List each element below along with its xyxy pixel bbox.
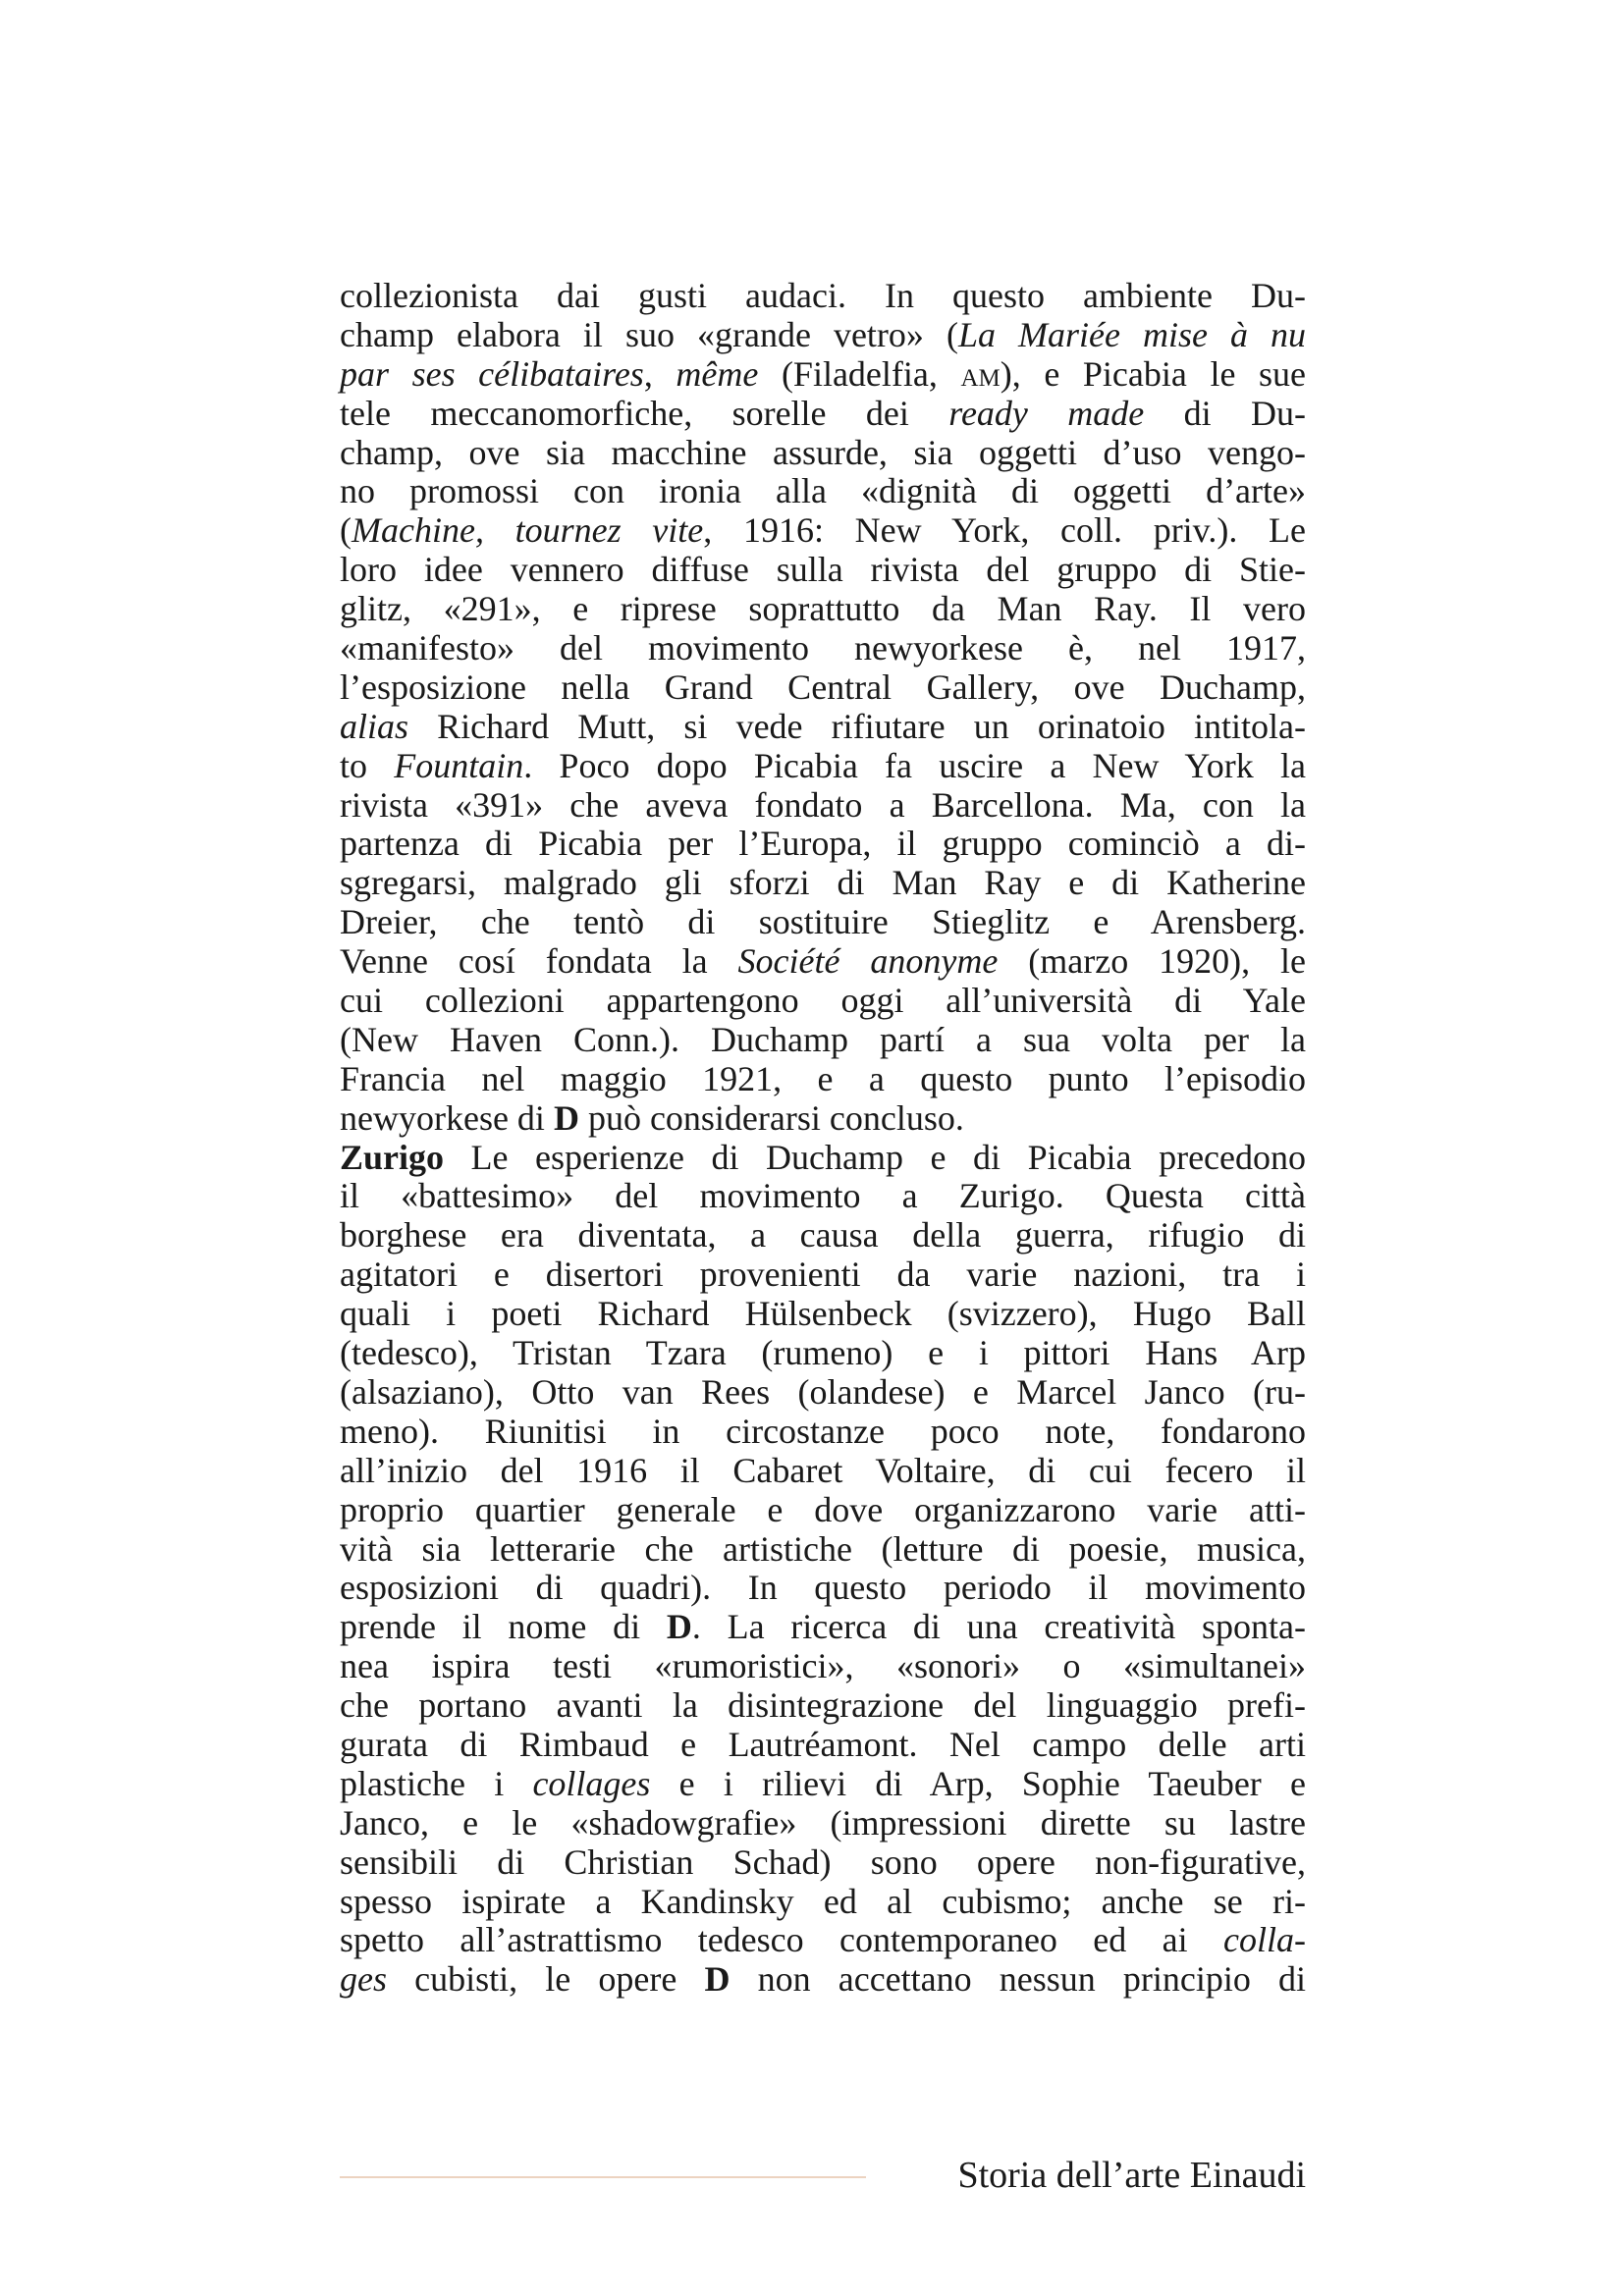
- text-segment: D: [553, 1097, 579, 1138]
- text-segment: (: [340, 510, 352, 551]
- text-segment: non accettano nessun principio di: [730, 1959, 1307, 2000]
- text-segment: sgregarsi, malgrado gli sforzi di Man Ray e di Katherine: [340, 863, 1306, 903]
- text-segment: prende il nome di: [340, 1607, 667, 1647]
- text-segment: collages: [532, 1763, 651, 1803]
- text-segment: loro idee vennero diffuse sulla rivista del gruppo di Stie-: [340, 550, 1306, 590]
- text-segment: Francia nel maggio 1921, e a questo punto l’episodio: [340, 1058, 1306, 1098]
- text-segment: può considerarsi concluso.: [578, 1097, 964, 1138]
- text-segment: proprio quartier generale e dove organizzarono varie atti-: [340, 1489, 1306, 1529]
- text-segment: Richard Mutt, si vede rifiutare un orinatoio intitola-: [408, 706, 1306, 746]
- text-segment: sensibili di Christian Schad) sono opere non-figurative,: [340, 1842, 1306, 1882]
- text-segment: (alsaziano), Otto van Rees (olandese) e Marcel Janco (ru-: [340, 1371, 1306, 1412]
- text-line: [340, 1491, 1306, 1530]
- text-segment: agitatori e disertori provenienti da varie nazioni, tra i: [340, 1255, 1306, 1295]
- text-segment: newyorkese di: [340, 1097, 554, 1138]
- text-segment: Venne cosí fondata la: [340, 941, 738, 982]
- text-line: [340, 1139, 1306, 1178]
- text-line: [340, 786, 1306, 826]
- text-segment: il «battesimo» del movimento a Zurigo. Questa città: [340, 1176, 1306, 1216]
- text-segment: «manifesto» del movimento newyorkese è, nel 1917,: [340, 628, 1306, 668]
- text-line: [340, 708, 1306, 747]
- text-line: [340, 1608, 1306, 1647]
- text-segment: champ elabora il suo «grande vetro» (: [340, 314, 958, 354]
- text-segment: to: [340, 745, 395, 785]
- text-line: [340, 1216, 1306, 1255]
- text-segment: par ses célibataires: [340, 353, 644, 394]
- text-segment: . La ricerca di una creatività sponta-: [691, 1607, 1307, 1647]
- text-segment: Janco, e le «shadowgrafie» (impressioni dirette su lastre: [340, 1802, 1306, 1842]
- text-segment: rivista «391» che aveva fondato a Barcellona. Ma, con la: [340, 784, 1306, 825]
- text-segment: (Filadelfia,: [758, 353, 961, 394]
- text-segment: tele meccanomorfiche, sorelle dei: [340, 393, 949, 433]
- text-segment: gurata di Rimbaud e Lautréamont. Nel campo delle arti: [340, 1724, 1306, 1764]
- text-line: [340, 1295, 1306, 1334]
- text-segment: (marzo 1920), le: [998, 941, 1306, 982]
- text-line: [340, 551, 1306, 590]
- text-line: [340, 472, 1306, 511]
- text-line: [340, 1921, 1306, 1960]
- text-line: [340, 942, 1306, 982]
- text-line: [340, 1021, 1306, 1060]
- text-line: [340, 1255, 1306, 1295]
- text-segment: Dreier, che tentò di sostituire Stieglitz e Arensberg.: [340, 902, 1306, 942]
- text-segment: même: [676, 353, 759, 394]
- text-segment: all’inizio del 1916 il Cabaret Voltaire, di cui fecero il: [340, 1450, 1306, 1490]
- text-line: [340, 355, 1306, 395]
- text-segment: e i rilievi di Arp, Sophie Taeuber e: [650, 1763, 1307, 1803]
- text-line: [340, 1373, 1306, 1413]
- body-text: [340, 277, 1306, 2000]
- text-segment: Le esperienze di Duchamp e di Picabia precedono: [444, 1137, 1306, 1177]
- text-segment: meno). Riunitisi in circostanze poco note, fondarono: [340, 1411, 1306, 1451]
- text-line: [340, 1334, 1306, 1373]
- text-line: [340, 668, 1306, 708]
- text-segment: , 1916: New York, coll. priv.). Le: [703, 510, 1306, 551]
- text-segment: spetto all’astrattismo tedesco contemporaneo ed ai: [340, 1920, 1224, 1960]
- text-segment: vità sia letterarie che artistiche (letture di poesie, musica,: [340, 1528, 1306, 1569]
- text-segment: cubisti, le opere: [387, 1959, 705, 2000]
- text-line: [340, 1686, 1306, 1726]
- text-segment: colla-: [1223, 1920, 1306, 1960]
- text-segment: ges: [340, 1959, 387, 2000]
- text-segment: Machine, tournez vite: [352, 510, 704, 551]
- text-segment: collezionista dai gusti audaci. In questo ambiente Du-: [340, 276, 1306, 315]
- text-line: [340, 1765, 1306, 1804]
- text-segment: champ, ove sia macchine assurde, sia oggetti d’uso vengo-: [340, 432, 1306, 472]
- text-line: [340, 1177, 1306, 1216]
- text-line: [340, 395, 1306, 434]
- text-line: [340, 1726, 1306, 1765]
- text-segment: borghese era diventata, a causa della guerra, rifugio di: [340, 1215, 1306, 1255]
- text-segment: no promossi con ironia alla «dignità di oggetti d’arte»: [340, 471, 1306, 511]
- text-segment: di Du-: [1144, 393, 1306, 433]
- text-segment: Fountain: [394, 745, 524, 785]
- text-line: [340, 1569, 1306, 1608]
- footer-rule: [340, 2176, 866, 2178]
- text-line: [340, 1530, 1306, 1570]
- text-segment: D: [666, 1607, 692, 1647]
- text-segment: (New Haven Conn.). Duchamp partí a sua volta per la: [340, 1019, 1306, 1059]
- text-line: [340, 747, 1306, 786]
- text-segment: nea ispira testi «rumoristici», «sonori» o «simultanei»: [340, 1646, 1306, 1686]
- text-segment: ), e Picabia le sue: [1000, 353, 1306, 394]
- text-line: [340, 434, 1306, 473]
- text-line: [340, 590, 1306, 629]
- text-segment: am: [960, 353, 1001, 394]
- text-line: [340, 316, 1306, 355]
- text-segment: esposizioni di quadri). In questo periodo il movimento: [340, 1568, 1306, 1608]
- text-line: [340, 629, 1306, 668]
- text-segment: ready made: [948, 393, 1145, 433]
- text-segment: quali i poeti Richard Hülsenbeck (svizzero), Hugo Ball: [340, 1294, 1306, 1334]
- text-segment: plastiche i: [340, 1763, 533, 1803]
- text-segment: glitz, «291», e riprese soprattutto da Man Ray. Il vero: [340, 589, 1306, 629]
- text-line: [340, 1413, 1306, 1452]
- text-line: [340, 1647, 1306, 1686]
- text-segment: Société anonyme: [737, 941, 999, 982]
- text-segment: (tedesco), Tristan Tzara (rumeno) e i pittori Hans Arp: [340, 1333, 1306, 1373]
- text-segment: spesso ispirate a Kandinsky ed al cubismo; anche se ri-: [340, 1881, 1306, 1921]
- text-line: [340, 1960, 1306, 2000]
- text-segment: ,: [643, 353, 676, 394]
- text-line: [340, 277, 1306, 316]
- text-segment: Zurigo: [340, 1137, 445, 1177]
- text-segment: alias: [340, 706, 409, 746]
- text-line: [340, 1060, 1306, 1099]
- text-line: [340, 1804, 1306, 1843]
- text-line: [340, 1452, 1306, 1491]
- text-segment: D: [704, 1959, 730, 2000]
- text-line: [340, 1843, 1306, 1883]
- text-segment: La Mariée mise à nu: [957, 314, 1306, 354]
- text-line: [340, 1883, 1306, 1922]
- text-segment: cui collezioni appartengono oggi all’università di Yale: [340, 981, 1306, 1021]
- text-line: [340, 903, 1306, 942]
- text-segment: l’esposizione nella Grand Central Gallery, ove Duchamp,: [340, 667, 1306, 707]
- text-line: [340, 864, 1306, 903]
- text-line: [340, 511, 1306, 551]
- text-segment: partenza di Picabia per l’Europa, il gruppo cominciò a di-: [340, 824, 1306, 864]
- text-line: [340, 825, 1306, 864]
- text-segment: . Poco dopo Picabia fa uscire a New York la: [523, 745, 1306, 785]
- text-segment: che portano avanti la disintegrazione del linguaggio prefi-: [340, 1685, 1306, 1726]
- footer-title: Storia dell’arte Einaudi: [957, 2155, 1306, 2196]
- text-line: [340, 1099, 1306, 1139]
- text-line: [340, 982, 1306, 1021]
